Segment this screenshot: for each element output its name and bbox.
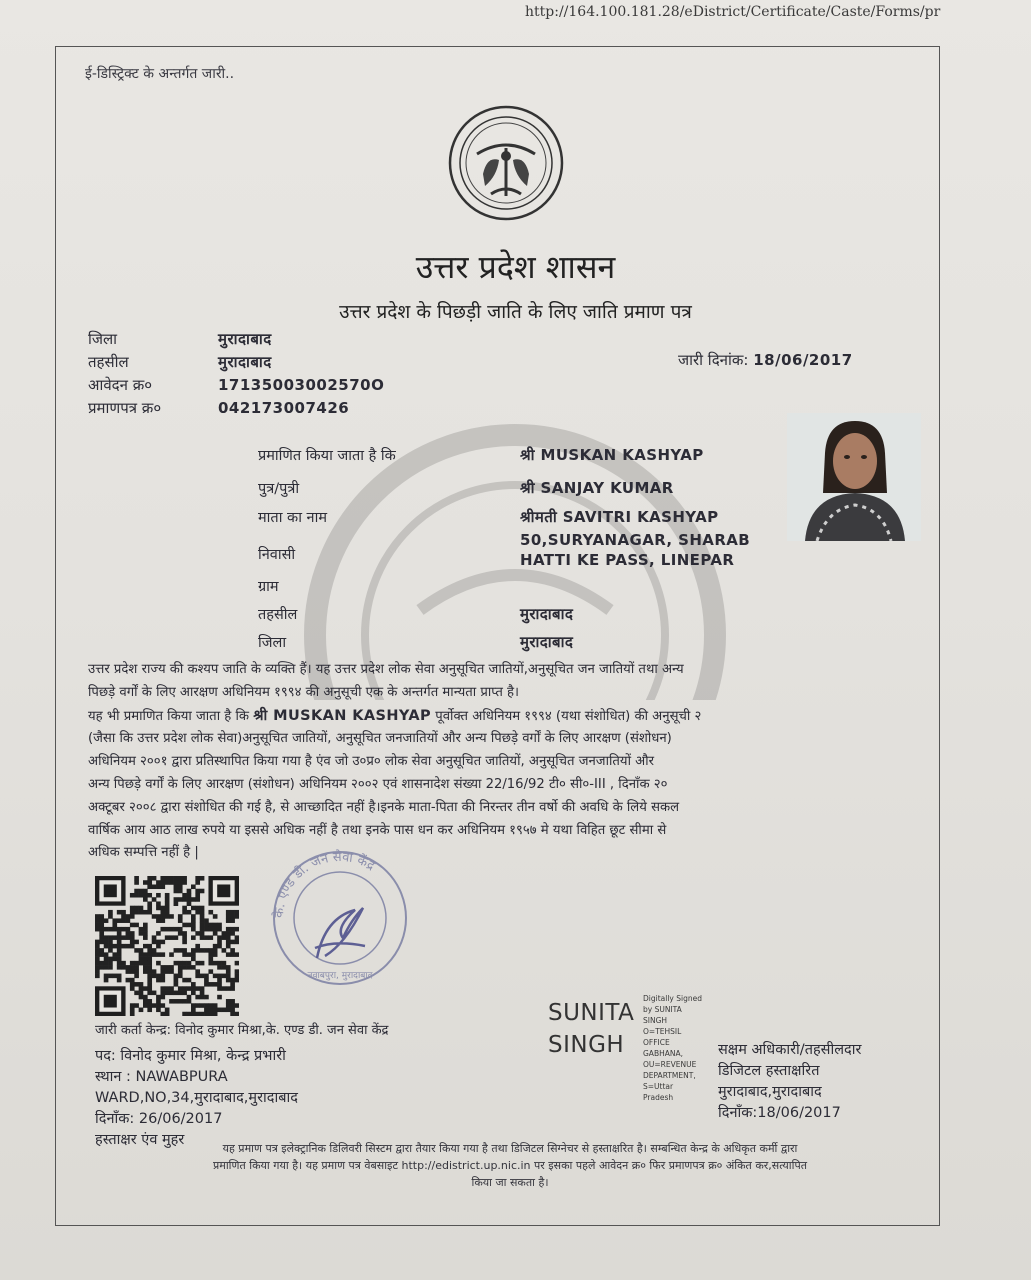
meta-row-certificate-no — [88, 397, 384, 420]
meta-row-district — [88, 328, 384, 351]
field-row-certified — [258, 445, 704, 465]
meta-label: आवेदन क्र० — [88, 376, 153, 394]
signer-name-line-2: SINGH — [548, 1032, 625, 1058]
issuer-place-1: स्थान : NAWABPURA — [95, 1069, 228, 1085]
browser-url-text: http://164.100.181.28/eDistrict/Certificate/Caste/Forms/pr — [525, 4, 941, 20]
meta-value: 17135003002570O — [218, 376, 385, 394]
signer-name — [548, 997, 634, 1061]
seal-bottom-text: नवाबपुरा, मुरादाबाद — [307, 971, 373, 981]
certificate-body — [88, 659, 918, 865]
footer-line: यह प्रमाण पत्र इलेक्ट्रानिक डिलिवरी सिस्टम द्वारा तैयार किया गया है तथा डिजिटल सिग्नेचर से हस्ताक्षरित है। सम्बन्धित केन्द्र के अधिकृत कर्मी द्वारा — [222, 1142, 798, 1155]
digital-sign-line: SINGH — [643, 1016, 668, 1025]
field-label: जिला — [258, 635, 287, 651]
header-note: ई-डिस्ट्रिक्ट के अन्तर्गत जारी.. — [85, 66, 235, 82]
officer-digital: डिजिटल हस्ताक्षरित — [718, 1063, 820, 1079]
field-row-village — [258, 576, 279, 596]
issue-date — [678, 350, 853, 370]
body-line: अक्टूबर २००८ द्वारा संशोधित की गई है, से आच्छादित नहीं है।इनके माता-पिता की निरन्तर तीन वर्षो की अवधि के लिये सकल — [88, 799, 680, 815]
field-label: प्रमाणित किया जाता है कि — [258, 448, 396, 464]
field-label: पुत्र/पुत्री — [258, 481, 300, 497]
field-row-tehsil — [258, 604, 574, 624]
digital-sign-line: GABHANA, — [643, 1049, 683, 1058]
seal-stamp-icon — [255, 848, 425, 992]
field-label: माता का नाम — [258, 510, 328, 526]
issuer-sign: हस्ताक्षर एंव मुहर — [95, 1132, 185, 1148]
issuer-date: दिनाँक: 26/06/2017 — [95, 1111, 223, 1127]
field-value: श्रीमती SAVITRI KASHYAP — [520, 508, 719, 526]
field-value: मुरादाबाद — [520, 633, 574, 651]
meta-row-tehsil — [88, 351, 384, 374]
digital-signature-block — [643, 993, 702, 1103]
digital-sign-line: O=TEHSIL — [643, 1027, 682, 1036]
footer-line: प्रमाणित किया गया है। यह प्रमाण पत्र वेबसाइट http://edistrict.up.nic.in पर इसका पहले आवेदन क्र० फिर प्रमाणपत्र क्र० अंकित कर,सत्यापित — [213, 1159, 807, 1172]
digital-sign-line: S=Uttar — [643, 1082, 674, 1091]
body-applicant-name: श्री MUSKAN KASHYAP — [253, 707, 432, 724]
issuer-post: पद: विनोद कुमार मिश्रा, केन्द्र प्रभारी — [95, 1048, 286, 1064]
meta-row-application-no — [88, 374, 384, 397]
applicant-photo — [787, 413, 921, 541]
officer-block — [718, 1040, 861, 1124]
body-line: (जैसा कि उत्तर प्रदेश लोक सेवा)अनुसूचित जातियों, अनुसूचित जनजातियों और अन्य पिछड़े वर्गों के लिए आरक्षण (संशोधन) — [88, 731, 672, 747]
issue-date-value: 18/06/2017 — [753, 351, 853, 369]
meta-value: 042173007426 — [218, 399, 350, 417]
signer-name-line-1: SUNITA — [548, 1000, 635, 1026]
up-state-emblem-icon — [447, 104, 565, 226]
field-value: 50,SURYANAGAR, SHARAB — [520, 531, 751, 549]
certificate-title: उत्तर प्रदेश शासन — [415, 248, 616, 286]
officer-date: दिनाँक:18/06/2017 — [718, 1105, 841, 1121]
meta-label: तहसील — [88, 353, 129, 371]
qr-code-icon — [95, 876, 239, 1016]
digital-sign-line: DEPARTMENT, — [643, 1071, 696, 1080]
field-value: श्री SANJAY KUMAR — [520, 479, 674, 497]
body-line: अधिक सम्पत्ति नहीं है | — [88, 845, 199, 861]
officer-title: सक्षम अधिकारी/तहसीलदार — [718, 1042, 862, 1058]
body-line: अन्य पिछड़े वर्गों के लिए आरक्षण (संशोधन) अधिनियम २००२ एवं शासनादेश संख्या 22/16/92 टी० सी०-III , दिनाँक २० — [88, 776, 668, 792]
meta-value: मुरादाबाद — [218, 353, 272, 371]
field-row-resident — [258, 544, 295, 564]
body-line: अधिनियम २००१ द्वारा प्रतिस्थापित किया गया है एंव जो उ०प्र० लोक सेवा अनुसूचित जातियों, अनुसूचित जनजातियों और — [88, 754, 655, 770]
digital-sign-line: by SUNITA — [643, 1005, 682, 1014]
field-value: श्री MUSKAN KASHYAP — [520, 446, 704, 464]
digital-sign-line: Pradesh — [643, 1093, 674, 1102]
field-row-parent — [258, 478, 674, 498]
officer-place: मुरादाबाद,मुरादाबाद — [718, 1084, 822, 1100]
field-label: तहसील — [258, 607, 298, 623]
body-line — [88, 705, 918, 729]
field-row-mother — [258, 507, 719, 527]
meta-label: प्रमाणपत्र क्र० — [88, 399, 162, 417]
footer-line: किया जा सकता है। — [471, 1176, 549, 1189]
certificate-subtitle: उत्तर प्रदेश के पिछड़ी जाति के लिए जाति प्रमाण पत्र — [339, 301, 692, 323]
certificate-meta — [88, 328, 384, 420]
footer-note — [100, 1140, 920, 1191]
body-line: वार्षिक आय आठ लाख रुपये या इससे अधिक नहीं है तथा इनके पास धन कर अधिनियम १९५७ मे यथा विहित छूट सीमा से — [88, 822, 667, 838]
digital-sign-line: OFFICE — [643, 1038, 670, 1047]
field-value: HATTI KE PASS, LINEPAR — [520, 551, 735, 569]
issuer-details — [95, 1046, 298, 1151]
field-value: मुरादाबाद — [520, 605, 574, 623]
body-line: उत्तर प्रदेश राज्य की कश्यप जाति के व्यक्ति हैं। यह उत्तर प्रदेश लोक सेवा अनुसूचित जातियों,अनुसूचित जन जातियों तथा अन्य — [88, 662, 684, 677]
seal-text: के. एण्ड डी. जन सेवा केंद्र — [271, 849, 378, 919]
body-line: पिछड़े वर्गों के लिए आरक्षण अधिनियम १९९४ की अनुसूची एक के अन्तर्गत मान्यता प्राप्त है। — [88, 684, 520, 700]
field-row-district — [258, 632, 574, 652]
digital-sign-line: Digitally Signed — [643, 994, 702, 1003]
body-line-text: पूर्वोक्त अधिनियम १९९४ (यथा संशोधित) की अनुसूची २ — [435, 708, 702, 724]
field-label: निवासी — [258, 547, 296, 563]
field-label: ग्राम — [258, 579, 279, 595]
issue-date-label: जारी दिनांक: — [678, 351, 749, 369]
issuer-center: जारी कर्ता केन्द्र: विनोद कुमार मिश्रा,के. एण्ड डी. जन सेवा केंद्र — [95, 1023, 389, 1038]
digital-sign-line: OU=REVENUE — [643, 1060, 697, 1069]
body-line-text: यह भी प्रमाणित किया जाता है कि — [88, 708, 250, 724]
meta-value: मुरादाबाद — [218, 330, 272, 348]
meta-label: जिला — [88, 330, 118, 348]
issuer-place-2: WARD,NO,34,मुरादाबाद,मुरादाबाद — [95, 1090, 298, 1106]
